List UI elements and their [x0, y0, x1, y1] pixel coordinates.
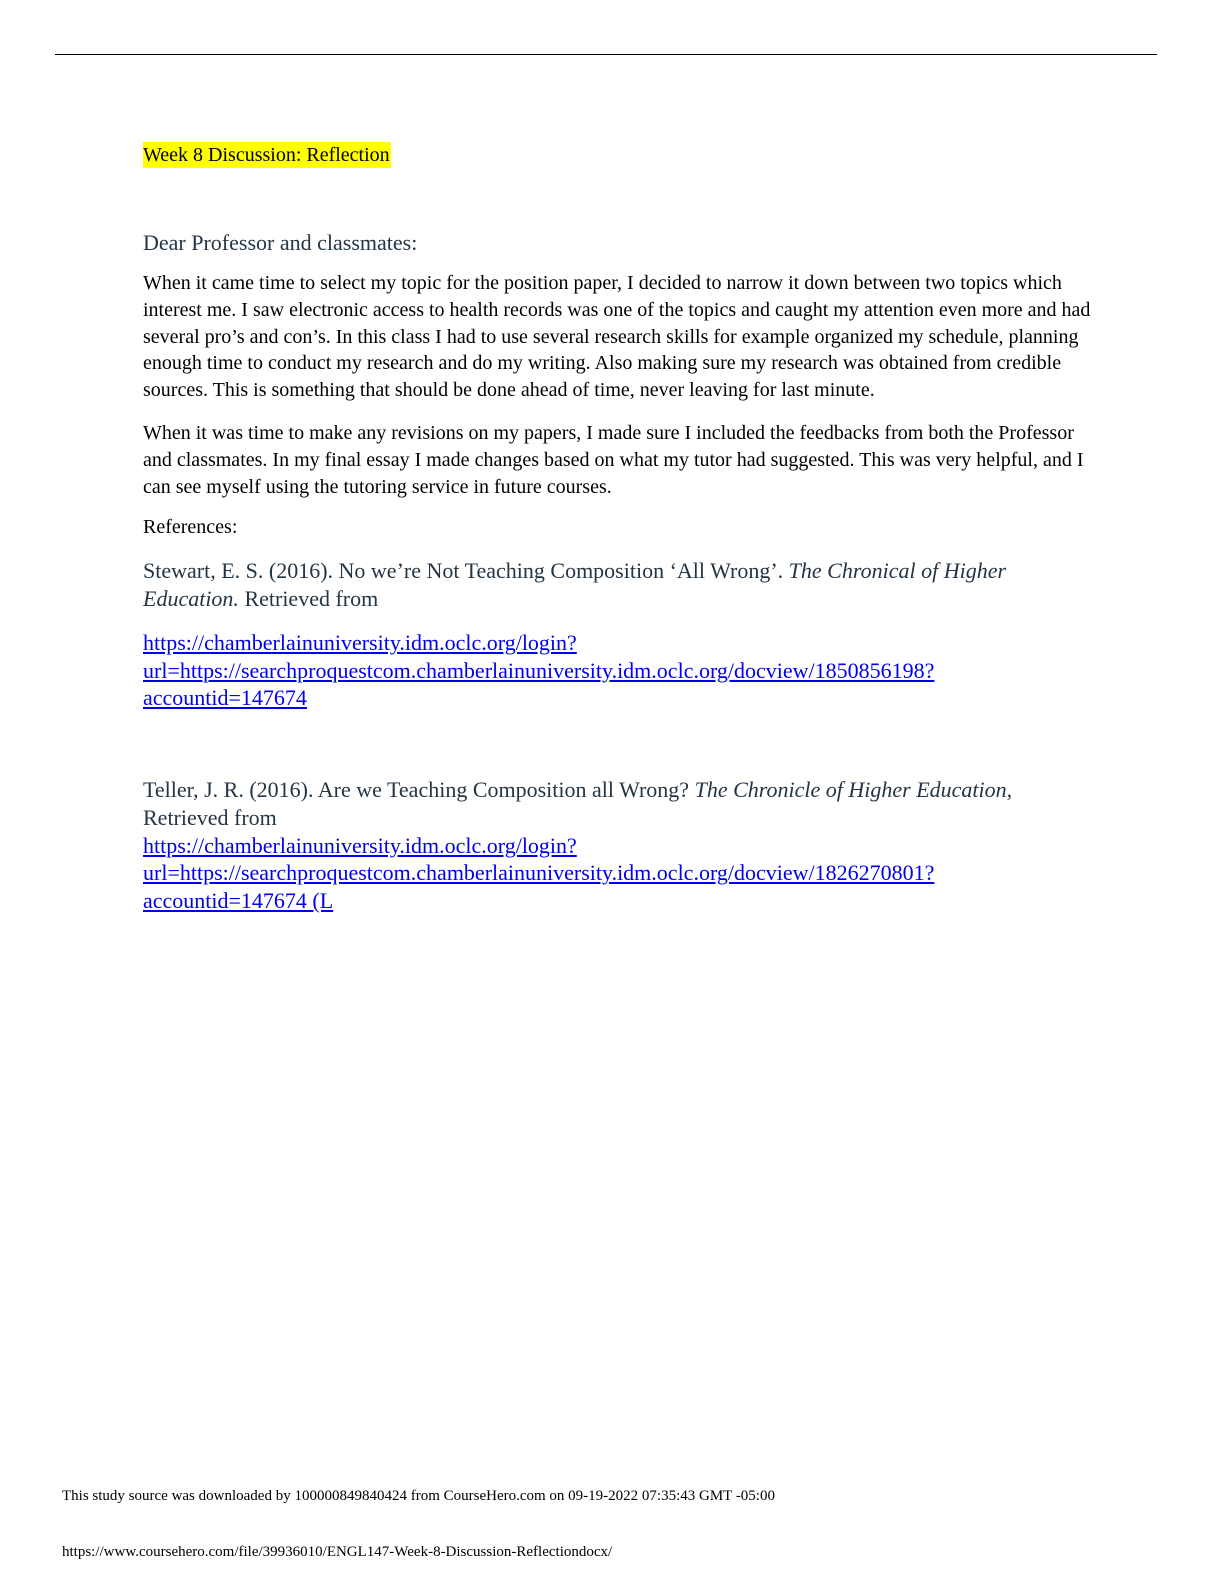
reference-2-journal: The Chronicle of Higher Education,	[694, 776, 1013, 802]
reference-2-link-line-3: accountid=147674 (L	[143, 887, 334, 913]
reference-1-authors: Stewart, E. S. (2016). No we’re Not Teaching Composition ‘All Wrong’.	[143, 558, 789, 584]
paragraph-2: When it was time to make any revisions on my papers, I made sure I included the feedbacks from both the Professor and classmates. In my final essay I made changes based on what my tutor had suggested. This was very helpful, and I can see myself using the tutoring service in future courses.	[143, 421, 1084, 498]
header-rule	[55, 54, 1157, 55]
reference-2-link-line-2: url=https://searchproquestcom.chamberlainuniversity.idm.oclc.org/docview/1826270801?	[143, 860, 935, 886]
reference-2-citation	[143, 776, 1103, 832]
reference-1-journal: The Chronical of Higher Education.	[143, 558, 1007, 612]
reference-1-citation	[143, 557, 1103, 613]
document-body	[143, 142, 1103, 914]
paragraph-1: When it came time to select my topic for the position paper, I decided to narrow it down between two topics which interest me. I saw electronic access to health records was one of the topics and caught my attention even more and had several pro’s and con’s. In this class I had to use several research skills for example organized my schedule, planning enough time to conduct my research and do my writing. Also making sure my research was obtained from credible sources. This is something that should be done ahead of time, never leaving for last minute.	[143, 272, 1091, 402]
document-title: Week 8 Discussion: Reflection	[143, 144, 390, 166]
reference-1-retrieved: Retrieved from	[238, 586, 379, 612]
greeting: Dear Professor and classmates:	[143, 230, 418, 255]
reference-2-link[interactable]	[143, 832, 1013, 915]
reference-2-retrieved: Retrieved from	[143, 804, 277, 830]
references-heading: References:	[143, 516, 238, 539]
reference-1-link[interactable]	[143, 629, 1013, 712]
download-notice: This study source was downloaded by 100000849840424 from CourseHero.com on 09-19-2022 07:35:43 GMT -05:00	[62, 1488, 775, 1504]
reference-1-link-line-2: url=https://searchproquestcom.chamberlainuniversity.idm.oclc.org/docview/1850856198?	[143, 657, 935, 683]
source-url: https://www.coursehero.com/file/39936010/ENGL147-Week-8-Discussion-Reflectiondocx/	[62, 1544, 613, 1560]
reference-1-link-line-1: https://chamberlainuniversity.idm.oclc.org/login?	[143, 630, 577, 656]
reference-1-link-line-3: accountid=147674	[143, 685, 307, 711]
reference-2-authors: Teller, J. R. (2016). Are we Teaching Composition all Wrong?	[143, 776, 695, 802]
reference-2-link-line-1: https://chamberlainuniversity.idm.oclc.org/login?	[143, 832, 577, 858]
